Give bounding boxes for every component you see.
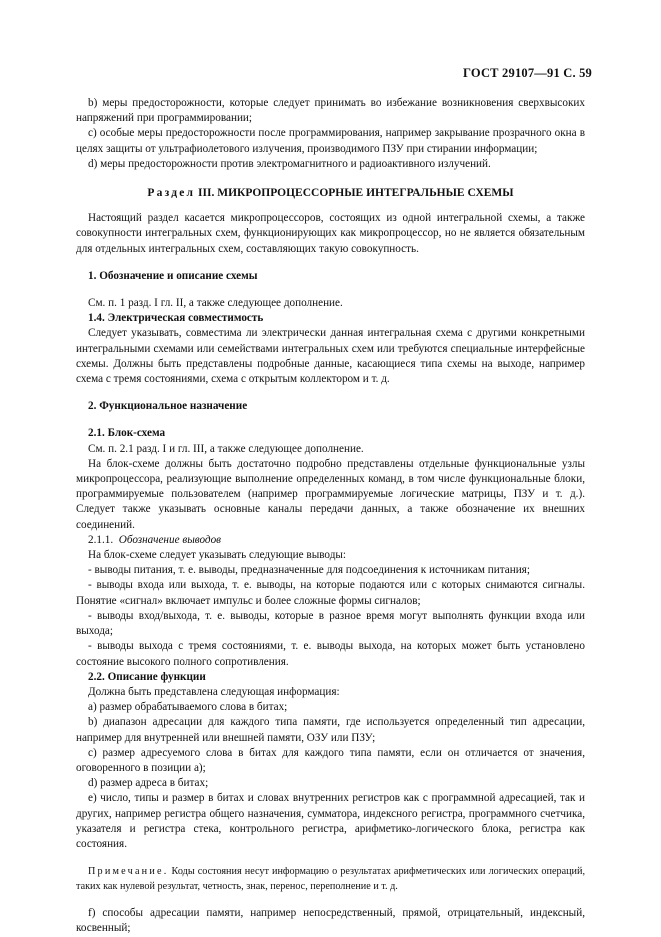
list-item-tristate: - выводы выхода с тремя состояниями, т. е. выводы выхода, на которых может быть установлено состояние высокого полного сопротивления.: [76, 640, 585, 668]
list-item-power: - выводы питания, т. е. выводы, предназначенные для подсоединения к источникам питания;: [88, 564, 530, 577]
item-2-2-a: a) размер обрабатываемого слова в битах;: [88, 701, 288, 714]
heading-1: 1. Обозначение и описание схемы: [88, 269, 258, 282]
note-text: Коды состояния несут информацию о результатах арифметических или логических операций, таких как нулевой результат, четность, знак, перенос, переполнение и т. д.: [76, 866, 585, 893]
item-b: b) меры предосторожности, которые следует принимать во избежание возникновения сверхвысоких напряжений при программировании;: [76, 97, 585, 125]
heading-2-1-1: [76, 533, 585, 548]
section-prefix: Раздел: [147, 187, 196, 200]
item-2-2-d: d) размер адреса в битах;: [88, 777, 209, 790]
heading-2-1: 2.1. Блок-схема: [88, 427, 166, 440]
note: [76, 864, 585, 894]
heading-2: 2. Функциональное назначение: [88, 400, 248, 413]
section-title: [76, 186, 585, 201]
para-2-2: Должна быть представлена следующая информация:: [88, 685, 340, 698]
item-2-2-c: c) размер адресуемого слова в битах для каждого типа памяти, если он отличается от значения, оговоренного в позиции а);: [76, 746, 585, 774]
item-d: d) меры предосторожности против электромагнитного и радиоактивного излучений.: [88, 157, 491, 170]
item-2-2-e: e) число, типы и размер в битах и словах внутренних регистров как с программной адресацией, так и других, например регистра общего назначения, сумматора, индексного регистра, программного счетчика, указателя и регистра стека, контрольного регистра, арифметико-логического блока, регистра как состояния.: [76, 792, 585, 850]
item-2-2-b: b) диапазон адресации для каждого типа памяти, где используется определенный тип адресации, например для внутренней или внешней памяти, ОЗУ или ПЗУ;: [76, 716, 585, 744]
section-intro: Настоящий раздел касается микропроцессоров, состоящих из одной интегральной схемы, а также совокупности интегральных схем, функционирующих как микропроцессор, но не является обязательным для отдельных интегральных схем, составляющих такую совокупность.: [76, 212, 585, 255]
para-1-4: Следует указывать, совместима ли электрически данная интегральная схема с другими конкретными интегральными схемами или семействами интегральных схем или требуются специальные интерфейсные схемы. Должны быть представлены подробные данные, касающиеся типа схемы на выходе, например схема с тремя состояниями, схема с открытым коллектором и т. д.: [76, 327, 585, 386]
heading-2-1-1-title: Обозначение выводов: [118, 533, 222, 546]
page-content: [76, 96, 585, 937]
para-2-1-a: См. п. 2.1 разд. I и гл. III, а также следующее дополнение.: [88, 442, 364, 455]
item-c: c) особые меры предосторожности после программирования, например закрывание прозрачного окна в целях защиты от ультрафиолетового излучения, производимого ПЗУ при стирании информации;: [76, 127, 585, 155]
heading-2-2: 2.2. Описание функции: [88, 670, 206, 683]
section-title-text: III. МИКРОПРОЦЕССОРНЫЕ ИНТЕГРАЛЬНЫЕ СХЕМЫ: [198, 187, 514, 200]
item-2-2-f: f) способы адресации памяти, например непосредственный, прямой, отрицательный, индексный, косвенный;: [76, 907, 585, 935]
list-item-io: - выводы входа или выхода, т. е. выводы, на которые подаются или с которых снимаются сигналы. Понятие «сигнал» включает импульс и более сложные формы сигналов;: [76, 579, 585, 607]
heading-2-1-1-number: 2.1.1.: [88, 533, 114, 546]
note-label: Примечание.: [88, 866, 169, 878]
heading-1-4: 1.4. Электрическая совместимость: [88, 312, 264, 325]
para-1: См. п. 1 разд. I гл. II, а также следующее дополнение.: [88, 297, 343, 310]
page-header: ГОСТ 29107—91 С. 59: [463, 66, 592, 80]
para-2-1-b: На блок-схеме должны быть достаточно подробно представлены отдельные функциональные узлы микропроцессора, реализующие выполнение определенных команд, в том числе функциональные блоки, программируемые пользователем (например программируемые логические матрицы, ПЗУ и т. д.). Следует также указывать основные каналы передачи данных, а также обозначение их внешних соединений.: [76, 457, 585, 531]
list-item-bidir: - выводы вход/выхода, т. е. выводы, которые в разное время могут выполнять функции входа или выхода;: [76, 609, 585, 638]
para-2-1-1: На блок-схеме следует указывать следующие выводы:: [88, 549, 347, 562]
